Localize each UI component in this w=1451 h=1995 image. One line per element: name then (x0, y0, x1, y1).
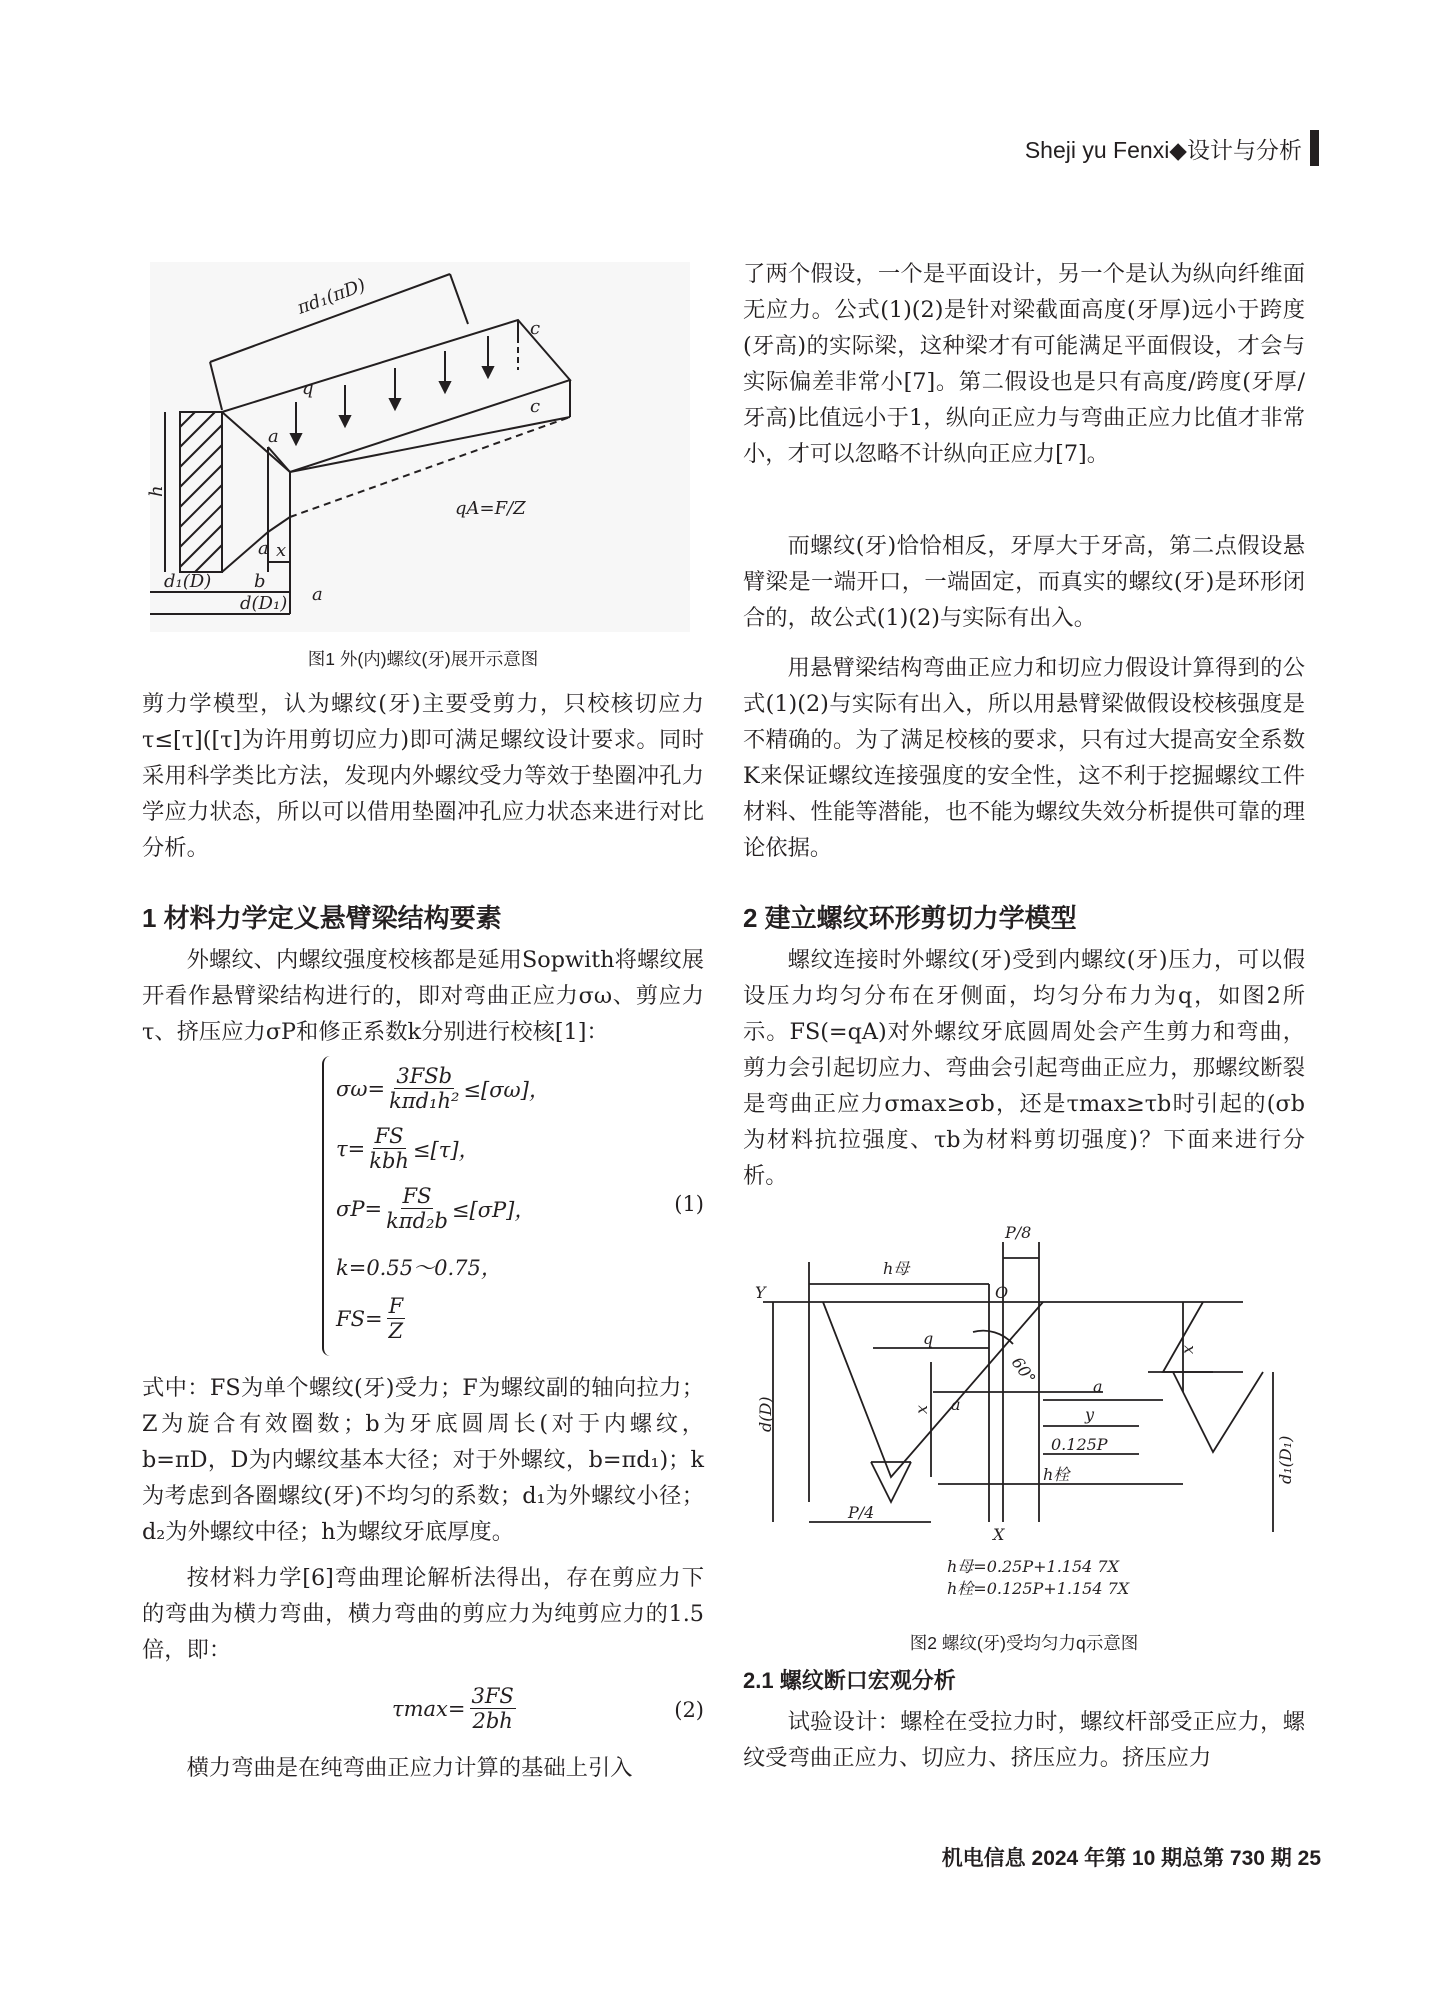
eq1-line5-den: Z (388, 1319, 404, 1343)
eq1-line1-den: kπd₁h² (389, 1089, 460, 1113)
section-2-heading: 2 建立螺纹环形剪切力学模型 (743, 903, 1077, 933)
eq2-num: 3FS (471, 1684, 514, 1708)
label-60-deg: 60° (1007, 1353, 1040, 1388)
eq1-line2-rhs: ≤[τ]， (412, 1137, 480, 1162)
label-dD: d(D) (756, 1396, 775, 1432)
figure-2 (743, 1222, 1305, 1622)
label-q: q (923, 1329, 934, 1348)
label-x-right: x (1178, 1344, 1197, 1354)
left-paragraph-4: 按材料力学[6]弯曲理论解析法得出，存在剪应力下的弯曲为横力弯曲，横力弯曲的剪应力为纯剪应力的1.5倍，即： (142, 1565, 704, 1663)
label-x: x (276, 540, 287, 561)
section-1-heading: 1 材料力学定义悬臂梁结构要素 (142, 903, 502, 933)
label-a-top: a (268, 426, 279, 447)
eq1-line3-den: kπd₂b (386, 1209, 448, 1233)
right-paragraph-2: 而螺纹(牙)恰恰相反，牙厚大于牙高，第二点假设悬臂梁是一端开口，一端固定，而真实的螺纹(牙)是环形闭合的，故公式(1)(2)与实际有出入。 (743, 533, 1305, 631)
label-P4: P/4 (848, 1503, 875, 1522)
label-c-mid: c (530, 396, 541, 417)
eq1-line3-num: FS (402, 1184, 432, 1208)
eq1-line2-lhs: τ= (336, 1136, 366, 1161)
right-paragraph-3: 用悬臂梁结构弯曲正应力和切应力假设计算得到的公式(1)(2)与实际有出入，所以用悬臂梁做假设校核强度是不精确的。为了满足校核的要求，只有过大提高安全系数K来保证螺纹连接强度的安全性，这不利于挖掘螺纹工件材料、性能等潜能，也不能为螺纹失效分析提供可靠的理论依据。 (743, 655, 1305, 861)
right-paragraph-5: 试验设计：螺栓在受拉力时，螺纹杆部受正应力，螺纹受弯曲正应力、切应力、挤压应力。挤压应力 (743, 1709, 1305, 1771)
left-paragraph-1: 剪力学模型，认为螺纹(牙)主要受剪力，只校核切应力τ≤[τ]([τ]为许用剪切应力)即可满足螺纹设计要求。同时采用科学类比方法，发现内外螺纹受力等效于垫圈冲孔力学应力状态，所以可以借用垫圈冲孔应力状态来进行对比分析。 (142, 691, 704, 861)
equation-2-number: (2) (674, 1698, 704, 1722)
formula-hshuan: h栓=0.125P+1.154 7X (947, 1579, 1130, 1598)
right-paragraph-1: 了两个假设，一个是平面设计，另一个是认为纵向纤维面无应力。公式(1)(2)是针对梁截面高度(牙厚)远小于跨度(牙高)的实际梁，这种梁才有可能满足平面假设，才会与实际偏差非常小[7]。第二假设也是只有高度/跨度(牙厚/牙高)比值远小于1，纵向正应力与弯曲正应力比值才非常小，才可以忽略不计纵向正应力[7]。 (743, 261, 1305, 467)
figure-1-caption: 图1 外(内)螺纹(牙)展开示意图 (307, 649, 539, 669)
subsection-2-1-heading: 2.1 螺纹断口宏观分析 (743, 1668, 956, 1693)
page-footer: 机电信息 2024 年第 10 期总第 730 期 25 (941, 1847, 1321, 1870)
eq1-line4: k=0.55～0.75， (336, 1256, 502, 1280)
equation-1-number: (1) (674, 1192, 704, 1216)
label-d1D: d₁(D) (164, 571, 212, 592)
header-bar (1310, 130, 1319, 166)
label-dD1: d(D₁) (240, 593, 288, 614)
label-a-right: a (1093, 1377, 1103, 1396)
label-a-left: a (951, 1395, 961, 1414)
label-pi-d1: πd₁(πD) (294, 274, 369, 319)
label-h: h (146, 485, 167, 497)
label-P8: P/8 (1005, 1223, 1032, 1242)
eq1-line5-lhs: FS= (336, 1306, 383, 1331)
eq1-line1-rhs: ≤[σω]， (463, 1077, 550, 1102)
equation-1 (322, 1056, 704, 1356)
label-qA: qA=F/Z (455, 498, 526, 519)
figure-1-diagram (146, 262, 690, 632)
eq2-den: 2bh (472, 1709, 513, 1733)
equation-2 (142, 1680, 704, 1750)
eq1-line2-den: kbh (369, 1149, 409, 1173)
label-a-low: a (258, 538, 269, 559)
label-hmu: h母 (883, 1259, 910, 1278)
label-b: b (254, 571, 266, 592)
eq1-line3-rhs: ≤[σP]， (451, 1197, 536, 1222)
label-x-left: x (912, 1404, 931, 1414)
running-header (1025, 130, 1319, 166)
label-Y: Y (755, 1283, 766, 1302)
formula-hmu: h母=0.25P+1.154 7X (947, 1557, 1119, 1576)
left-paragraph-3: 式中：FS为单个螺纹(牙)受力；F为螺纹副的轴向拉力；Z为旋合有效圈数；b为牙底圆周长(对于内螺纹，b=πD，D为内螺纹基本大径；对于外螺纹，b=πd₁)；k为考虑到各圈螺纹(牙)不均匀的系数；d₁为外螺纹小径；d₂为外螺纹中径；h为螺纹牙底厚度。 (142, 1375, 704, 1545)
figure-1 (146, 262, 690, 632)
figure-2-diagram (743, 1222, 1305, 1622)
label-0125P: 0.125P (1051, 1435, 1108, 1454)
equation-1-brace (322, 1056, 332, 1356)
eq2-lhs: τmax= (392, 1696, 466, 1721)
label-a-right: a (312, 584, 323, 605)
eq1-line2-num: FS (374, 1124, 404, 1148)
running-title: Sheji yu Fenxi◆设计与分析 (1024, 136, 1302, 163)
eq1-line1-num: 3FSb (396, 1064, 453, 1088)
label-O: O (995, 1283, 1009, 1302)
eq1-line5-num: F (388, 1294, 404, 1318)
figure-2-caption: 图2 螺纹(牙)受均匀力q示意图 (909, 1633, 1139, 1653)
label-q: q (302, 378, 314, 399)
left-paragraph-5: 横力弯曲是在纯弯曲正应力计算的基础上引入 (186, 1755, 633, 1781)
left-paragraph-2: 外螺纹、内螺纹强度校核都是延用Sopwith将螺纹展开看作悬臂梁结构进行的，即对弯曲正应力σω、剪应力τ、挤压应力σP和修正系数k分别进行校核[1]： (142, 947, 704, 1045)
label-y: y (1085, 1405, 1095, 1424)
eq1-line1-lhs: σω= (336, 1076, 386, 1101)
label-c-top: c (530, 318, 541, 339)
label-d1D1: d₁(D₁) (1276, 1435, 1295, 1484)
label-hshuan: h栓 (1043, 1465, 1070, 1484)
right-paragraph-4: 螺纹连接时外螺纹(牙)受到内螺纹(牙)压力，可以假设压力均匀分布在牙侧面，均匀分布力为q，如图2所示。FS(=qA)对外螺纹牙底圆周处会产生剪力和弯曲，剪力会引起切应力、弯曲会引起弯曲正应力，那螺纹断裂是弯曲正应力σmax≥σb，还是τmax≥τb时引起的(σb为材料抗拉强度、τb为材料剪切强度)？下面来进行分析。 (743, 947, 1305, 1189)
label-X: X (993, 1525, 1005, 1544)
eq1-line3-lhs: σP= (336, 1196, 383, 1221)
